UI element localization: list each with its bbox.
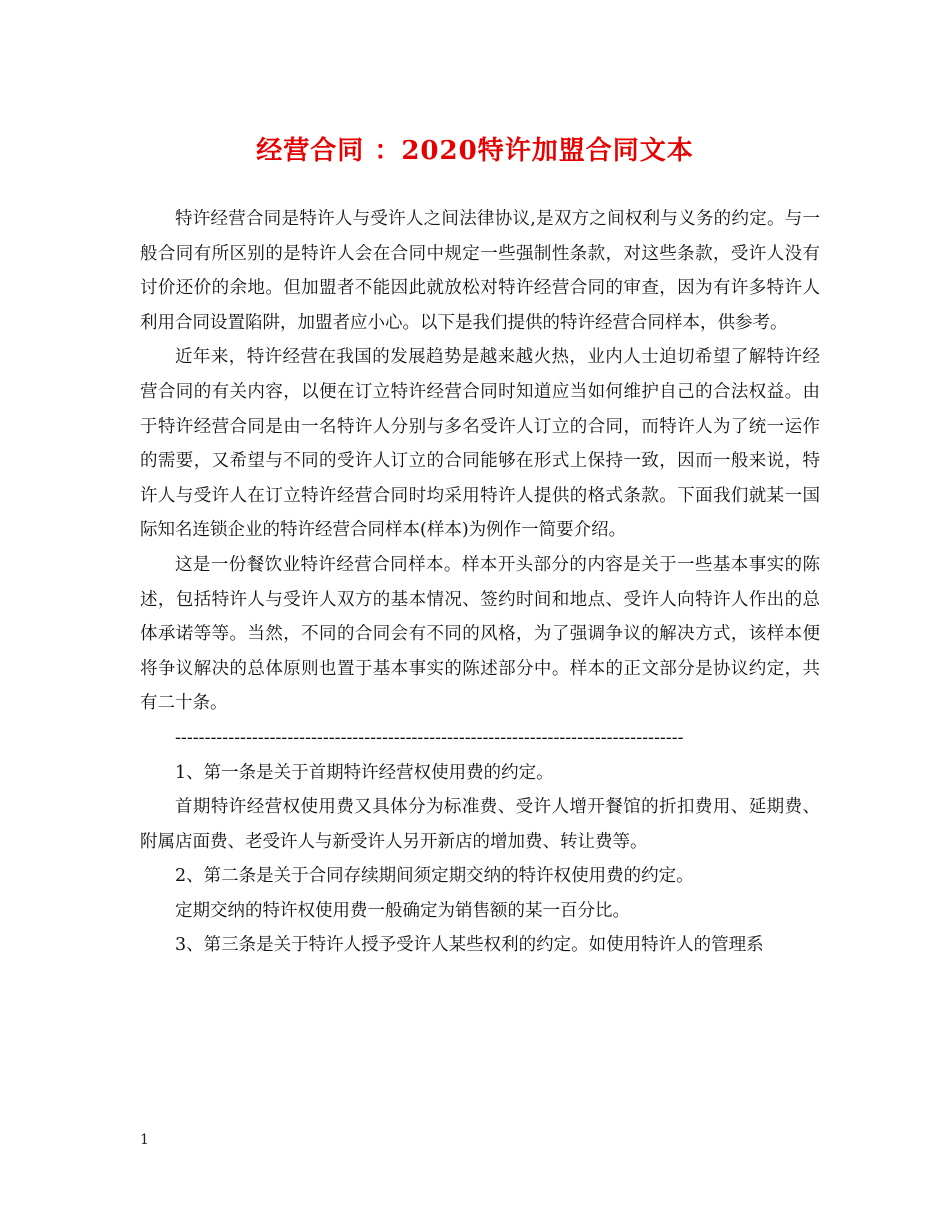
document-title: 经营合同 ：2020特许加盟合同文本 <box>256 136 694 166</box>
background-paragraph: 近年来，特许经营在我国的发展趋势是越来越火热，业内人士迫切希望了解特许经营合同的有关内容，以便在订立特许经营合同时知道应当如何维护自己的合法权益。由于特许经营合同是由一名特许人分别与多名受许人订立的合同，而特许人为了统一运作的需要，又希望与不同的受许人订立的合同能够在形式上保持一致，因而一般来说，特许人与受许人在订立特许经营合同时均采用特许人提供的格式条款。下面我们就某一国际知名连锁企业的特许经营合同样本(样本)为例作一简要介绍。 <box>140 347 820 541</box>
intro-paragraph: 特许经营合同是特许人与受许人之间法律协议,是双方之间权利与义务的约定。与一般合同有所区别的是特许人会在合同中规定一些强制性条款，对这些条款，受许人没有讨价还价的余地。但加盟者不能因此就放松对特许经营合同的审查，因为有许多特许人利用合同设置陷阱，加盟者应小心。以下是我们提供的特许经营合同样本，供参考。 <box>140 209 820 333</box>
document-body <box>140 202 820 963</box>
sample-description-paragraph: 这是一份餐饮业特许经营合同样本。样本开头部分的内容是关于一些基本事实的陈述，包括特许人与受许人双方的基本情况、签约时间和地点、受许人向特许人作出的总体承诺等等。当然，不同的合同会有不同的风格，为了强调争议的解决方式，该样本便将争议解决的总体原则也置于基本事实的陈述部分中。样本的正文部分是协议约定，共有二十条。 <box>140 554 820 714</box>
page-number: 1 <box>140 1132 149 1148</box>
clause-2-heading: 2、第二条是关于合同存续期间须定期交纳的特许权使用费的约定。 <box>175 866 694 887</box>
clause-1-detail: 首期特许经营权使用费又具体分为标准费、受许人增开餐馆的折扣费用、延期费、附属店面费、老受许人与新受许人另开新店的增加费、转让费等。 <box>140 797 820 852</box>
clause-3-heading: 3、第三条是关于特许人授予受许人某些权利的约定。如使用特许人的管理系 <box>175 935 764 956</box>
clause-2-detail: 定期交纳的特许权使用费一般确定为销售额的某一百分比。 <box>175 900 630 921</box>
separator-line: -------------------------------------------------------------------------------------- <box>175 727 684 748</box>
clause-1-heading: 1、第一条是关于首期特许经营权使用费的约定。 <box>175 762 554 783</box>
